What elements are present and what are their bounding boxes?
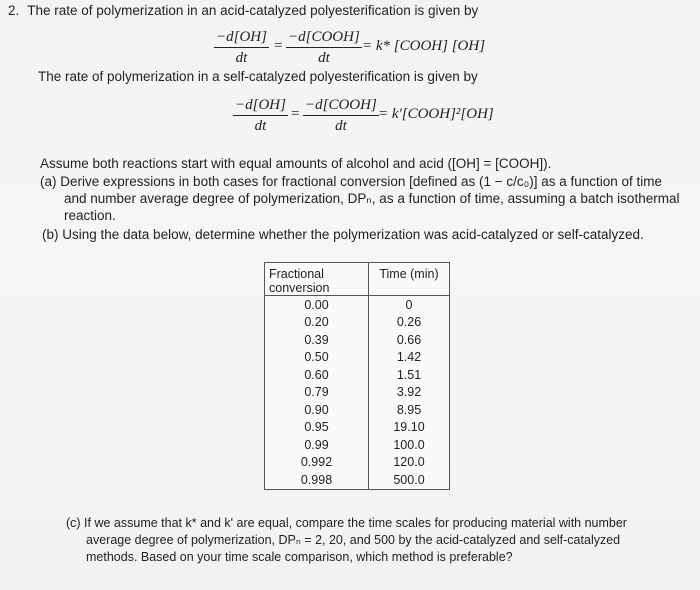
eq2-equals: = [291, 106, 300, 122]
time-cell: 8.95 [369, 401, 450, 419]
table-row [265, 419, 450, 437]
conversion-time-table [264, 262, 450, 490]
conversion-cell: 0.60 [265, 366, 369, 384]
time-cell: 120.0 [369, 454, 450, 472]
eq1-fraction-cooh: −d[COOH] dt [288, 29, 360, 66]
time-cell: 100.0 [369, 436, 450, 454]
question-title [8, 3, 478, 19]
header-time: Time (min) [369, 263, 450, 296]
table-row [265, 436, 450, 454]
eq1-rhs: = k* [COOH] [OH] [362, 38, 486, 54]
time-cell: 500.0 [369, 471, 450, 489]
table-row [265, 454, 450, 472]
table-row [265, 349, 450, 367]
time-cell: 0.66 [369, 331, 450, 349]
eq2-rhs: = k'[COOH]²[OH] [378, 106, 494, 122]
part-b-text: (b) Using the data below, determine whether the polymerization was acid-catalyzed or self-catalyzed. [42, 227, 644, 242]
assumption-text: Assume both reactions start with equal amounts of alcohol and acid ([OH] = [COOH]). [40, 156, 552, 171]
part-a-line-3: reaction. [64, 208, 116, 223]
conversion-cell: 0.99 [265, 436, 369, 454]
table-row [265, 296, 450, 314]
conversion-cell: 0.50 [265, 349, 369, 367]
part-a-line-2: and number average degree of polymerization, DPₙ, as a function of time, assuming a batch isothermal [64, 191, 680, 206]
part-c-line-1: (c) If we assume that k* and k' are equal, compare the time scales for producing material with number [66, 516, 627, 530]
time-cell: 1.51 [369, 366, 450, 384]
table-row [265, 401, 450, 419]
part-c-line-2: average degree of polymerization, DPₙ = 2, 20, and 500 by the acid-catalyzed and self-catalyzed [86, 533, 621, 547]
table-row [265, 331, 450, 349]
table-row [265, 314, 450, 332]
conversion-cell: 0.39 [265, 331, 369, 349]
table-row [265, 366, 450, 384]
part-a-line-1: (a) Derive expressions in both cases for fractional conversion [defined as (1 − c/c₀)] as a function of time [40, 174, 663, 189]
table-row [265, 384, 450, 402]
eq2-fraction-oh: $\frac{-d[OH]}{dt}$ [235, 97, 286, 134]
conversion-cell: 0.20 [265, 314, 369, 332]
question-number: 2. [8, 3, 20, 18]
conversion-cell: 0.998 [265, 471, 369, 489]
time-cell: 3.92 [369, 384, 450, 402]
header-fractional-conversion: Fractional conversion [265, 263, 369, 296]
part-c-line-3: methods. Based on your time scale comparison, which method is preferable? [86, 550, 513, 564]
table-body [265, 296, 450, 490]
conversion-cell: 0.90 [265, 401, 369, 419]
eq2-fraction-cooh: −d[COOH] dt [305, 97, 377, 134]
conversion-cell: 0.79 [265, 384, 369, 402]
eq1-equals: = [274, 38, 283, 54]
self-catalyzed-text: The rate of polymerization in a self-catalyzed polyesterification is given by [38, 69, 478, 84]
conversion-cell: 0.95 [265, 419, 369, 437]
time-cell: 0 [369, 296, 450, 314]
time-cell: 0.26 [369, 314, 450, 332]
table-row [265, 471, 450, 489]
conversion-cell: 0.992 [265, 454, 369, 472]
time-cell: 1.42 [369, 349, 450, 367]
eq1-fraction-oh: $\frac{-d[OH]}{dt}$ [216, 29, 267, 66]
question-intro: The rate of polymerization in an acid-catalyzed polyesterification is given by [27, 3, 479, 18]
conversion-cell: 0.00 [265, 296, 369, 314]
time-cell: 19.10 [369, 419, 450, 437]
